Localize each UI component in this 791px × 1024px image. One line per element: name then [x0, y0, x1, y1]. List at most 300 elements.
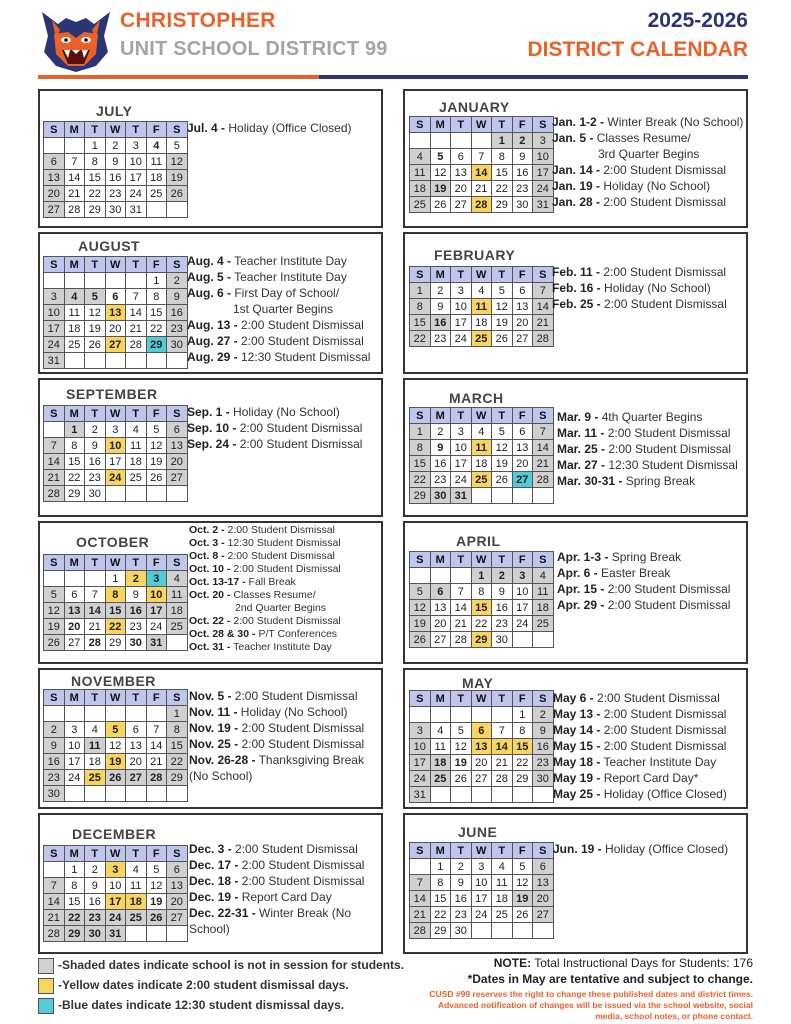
day-cell-19: 19: [167, 170, 188, 186]
event-description: 2:00 Student Dismissal: [600, 195, 727, 209]
day-cell-6: 6: [533, 859, 554, 875]
event-date: Nov. 19 -: [189, 721, 239, 735]
day-cell-17: 17: [146, 603, 167, 619]
week-row: [44, 202, 188, 218]
event-item: [189, 768, 364, 784]
week-row: [410, 488, 554, 504]
event-date: Sep. 1 -: [187, 405, 230, 419]
day-cell-16: 16: [512, 165, 533, 181]
empty-cell: [44, 138, 65, 154]
day-cell-28: 28: [410, 923, 431, 939]
day-cell-20: 20: [451, 181, 472, 197]
week-row: [410, 739, 554, 755]
day-cell-26: 26: [492, 331, 513, 347]
day-cell-15: 15: [430, 891, 451, 907]
day-cell-1: 1: [85, 138, 106, 154]
event-item: [189, 704, 364, 720]
event-description: Holiday (No School): [600, 179, 711, 193]
event-description: Classes Resume/: [230, 589, 316, 601]
day-cell-31: 31: [146, 635, 167, 651]
event-description: 2:00 Student Dismissal: [604, 598, 731, 612]
day-cell-6: 6: [430, 584, 451, 600]
day-cell-9: 9: [512, 149, 533, 165]
empty-cell: [64, 706, 85, 722]
event-description: Teacher Institute Day: [231, 254, 347, 268]
empty-cell: [44, 706, 65, 722]
week-row: [44, 770, 188, 786]
day-cell-4: 4: [146, 138, 167, 154]
week-row: [410, 149, 554, 165]
weekday-wednesday: W: [105, 555, 126, 571]
day-cell-8: 8: [471, 584, 492, 600]
day-cell-3: 3: [533, 133, 554, 149]
weekday-wednesday: W: [471, 117, 492, 133]
event-date: Aug. 5 -: [187, 270, 231, 284]
empty-cell: [471, 923, 492, 939]
event-item: [189, 628, 341, 641]
event-description: (No School): [189, 769, 253, 783]
event-date: May 6 -: [553, 691, 594, 705]
day-cell-12: 12: [410, 600, 431, 616]
day-cell-27: 27: [44, 202, 65, 218]
event-item: [189, 550, 341, 563]
day-cell-18: 18: [492, 891, 513, 907]
day-cell-3: 3: [451, 424, 472, 440]
event-item: [189, 537, 341, 550]
day-cell-1: 1: [64, 422, 85, 438]
day-cell-25: 25: [430, 771, 451, 787]
empty-cell: [44, 571, 65, 587]
month-panel-september: [38, 378, 383, 517]
month-panel-march: [403, 378, 748, 517]
day-cell-2: 2: [167, 273, 188, 289]
day-cell-3: 3: [126, 138, 147, 154]
day-cell-4: 4: [167, 571, 188, 587]
weekday-sunday: S: [44, 122, 65, 138]
month-grid: [409, 266, 554, 347]
month-name: AUGUST: [78, 238, 141, 254]
day-cell-8: 8: [430, 875, 451, 891]
event-item: [552, 130, 743, 146]
event-description: 2:00 Student Dismissal: [605, 442, 732, 456]
day-cell-10: 10: [64, 738, 85, 754]
header: [0, 0, 791, 80]
weekday-sunday: S: [44, 846, 65, 862]
legend-blue: [38, 998, 344, 1014]
day-cell-4: 4: [533, 568, 554, 584]
event-description: 2:00 Student Dismissal: [238, 858, 365, 872]
day-cell-13: 13: [105, 305, 126, 321]
day-cell-25: 25: [410, 197, 431, 213]
day-cell-9: 9: [126, 587, 147, 603]
day-cell-22: 22: [492, 181, 513, 197]
day-cell-4: 4: [85, 722, 106, 738]
weekday-header-row: [410, 117, 554, 133]
week-row: [44, 353, 188, 369]
week-row: [44, 454, 188, 470]
event-date: Feb. 11 -: [552, 265, 601, 279]
day-cell-28: 28: [64, 202, 85, 218]
event-item: [187, 120, 352, 136]
event-date: Aug. 13 -: [187, 318, 238, 332]
day-cell-16: 16: [85, 894, 106, 910]
event-description: Teacher Institute Day: [600, 755, 717, 769]
day-cell-13: 13: [126, 738, 147, 754]
weekday-tuesday: T: [451, 691, 472, 707]
day-cell-25: 25: [146, 186, 167, 202]
month-name: NOVEMBER: [71, 673, 156, 689]
empty-cell: [492, 787, 513, 803]
empty-cell: [146, 353, 167, 369]
day-cell-19: 19: [85, 321, 106, 337]
legend-swatch-gray: [38, 958, 54, 974]
weekday-sunday: S: [44, 690, 65, 706]
event-item: [552, 264, 727, 280]
event-date: May 14 -: [553, 723, 601, 737]
day-cell-31: 31: [44, 353, 65, 369]
day-cell-3: 3: [512, 568, 533, 584]
event-description: Report Card Day*: [600, 771, 699, 785]
day-cell-16: 16: [167, 305, 188, 321]
day-cell-24: 24: [451, 331, 472, 347]
day-cell-27: 27: [64, 635, 85, 651]
empty-cell: [167, 635, 188, 651]
empty-cell: [146, 486, 167, 502]
day-cell-24: 24: [533, 181, 554, 197]
event-date: May 18 -: [553, 755, 601, 769]
event-description: 2:00 Student Dismissal: [236, 421, 363, 435]
weekday-wednesday: W: [105, 846, 126, 862]
day-cell-30: 30: [533, 771, 554, 787]
event-item: [187, 420, 362, 436]
weekday-header-row: [44, 846, 188, 862]
event-description: Classes Resume/: [593, 131, 691, 145]
event-description: 2:00 Student Dismissal: [231, 689, 358, 703]
day-cell-16: 16: [105, 170, 126, 186]
event-description: 2:00 Student Dismissal: [600, 723, 727, 737]
day-cell-9: 9: [430, 440, 451, 456]
empty-cell: [410, 707, 431, 723]
event-item: [557, 581, 730, 597]
week-row: [44, 571, 188, 587]
weekday-saturday: S: [167, 555, 188, 571]
bearcat-logo-icon: [38, 8, 114, 74]
day-cell-6: 6: [64, 587, 85, 603]
week-row: [410, 632, 554, 648]
legend-text: -Shaded dates indicate school is not in session for students.: [58, 958, 405, 973]
weekday-saturday: S: [167, 846, 188, 862]
day-cell-24: 24: [146, 619, 167, 635]
day-cell-15: 15: [410, 315, 431, 331]
day-cell-21: 21: [85, 619, 106, 635]
day-cell-18: 18: [167, 603, 188, 619]
weekday-friday: F: [146, 555, 167, 571]
day-cell-6: 6: [512, 424, 533, 440]
event-description: Easter Break: [597, 566, 671, 580]
event-description: Holiday (Office Closed): [600, 787, 727, 801]
day-cell-22: 22: [410, 331, 431, 347]
event-date: Aug. 29 -: [187, 350, 238, 364]
month-grid: [43, 256, 188, 369]
week-row: [410, 891, 554, 907]
weekday-saturday: S: [533, 267, 554, 283]
day-cell-19: 19: [146, 894, 167, 910]
event-date: Sep. 10 -: [187, 421, 237, 435]
day-cell-9: 9: [44, 738, 65, 754]
day-cell-1: 1: [410, 283, 431, 299]
event-item: [552, 280, 727, 296]
month-name: JULY: [96, 103, 133, 119]
event-item: [189, 563, 341, 576]
week-row: [410, 907, 554, 923]
week-row: [410, 600, 554, 616]
month-panel-august: [38, 232, 383, 374]
week-row: [44, 926, 188, 942]
event-item: [189, 921, 364, 937]
event-description: 2:00 Student Dismissal: [600, 297, 727, 311]
day-cell-27: 27: [451, 197, 472, 213]
weekday-saturday: S: [533, 843, 554, 859]
week-row: [44, 273, 188, 289]
school-year: 2025-2026: [647, 9, 748, 32]
weekday-saturday: S: [167, 690, 188, 706]
day-cell-23: 23: [451, 907, 472, 923]
empty-cell: [471, 707, 492, 723]
event-item: [187, 269, 370, 285]
event-item: [189, 905, 364, 921]
day-cell-20: 20: [167, 454, 188, 470]
event-date: Aug. 4 -: [187, 254, 231, 268]
weekday-monday: M: [430, 408, 451, 424]
day-cell-9: 9: [167, 289, 188, 305]
day-cell-14: 14: [44, 894, 65, 910]
event-date: May 15 -: [553, 739, 601, 753]
empty-cell: [126, 486, 147, 502]
event-item: [189, 576, 341, 589]
week-row: [44, 170, 188, 186]
weekday-sunday: S: [410, 267, 431, 283]
event-date: Oct. 28 & 30 -: [189, 628, 256, 640]
event-item: [187, 404, 362, 420]
event-item: [553, 722, 727, 738]
empty-cell: [105, 353, 126, 369]
week-row: [410, 616, 554, 632]
day-cell-6: 6: [451, 149, 472, 165]
day-cell-22: 22: [471, 616, 492, 632]
event-item: [189, 720, 364, 736]
day-cell-4: 4: [126, 862, 147, 878]
weekday-sunday: S: [410, 843, 431, 859]
week-row: [44, 186, 188, 202]
week-row: [410, 424, 554, 440]
day-cell-12: 12: [44, 603, 65, 619]
day-cell-10: 10: [105, 878, 126, 894]
day-cell-14: 14: [44, 454, 65, 470]
day-cell-17: 17: [451, 456, 472, 472]
day-cell-17: 17: [126, 170, 147, 186]
weekday-saturday: S: [167, 406, 188, 422]
calendar-title: DISTRICT CALENDAR: [527, 38, 748, 61]
month-grid: [43, 121, 188, 218]
day-cell-31: 31: [533, 197, 554, 213]
weekday-monday: M: [64, 122, 85, 138]
header-divider-navy: [319, 75, 748, 79]
weekday-header-row: [44, 555, 188, 571]
month-name: OCTOBER: [76, 534, 150, 550]
week-row: [44, 894, 188, 910]
week-row: [410, 181, 554, 197]
event-description: 2:00 Student Dismissal: [238, 874, 365, 888]
event-list: [189, 524, 341, 654]
event-date: Jan. 1-2 -: [552, 115, 605, 129]
event-description: 2:00 Student Dismissal: [238, 737, 365, 751]
day-cell-29: 29: [64, 926, 85, 942]
event-item: [189, 688, 364, 704]
day-cell-18: 18: [64, 321, 85, 337]
day-cell-4: 4: [430, 723, 451, 739]
day-cell-22: 22: [85, 186, 106, 202]
day-cell-17: 17: [410, 755, 431, 771]
week-row: [44, 619, 188, 635]
day-cell-8: 8: [146, 289, 167, 305]
day-cell-26: 26: [44, 635, 65, 651]
day-cell-17: 17: [105, 454, 126, 470]
day-cell-29: 29: [410, 488, 431, 504]
day-cell-10: 10: [512, 584, 533, 600]
day-cell-22: 22: [64, 470, 85, 486]
event-date: Apr. 29 -: [557, 598, 605, 612]
day-cell-5: 5: [492, 283, 513, 299]
day-cell-7: 7: [410, 875, 431, 891]
empty-cell: [533, 488, 554, 504]
day-cell-17: 17: [105, 894, 126, 910]
event-list: [187, 253, 370, 365]
month-panel-january: [403, 89, 748, 228]
event-list: [187, 404, 362, 452]
day-cell-20: 20: [44, 186, 65, 202]
empty-cell: [85, 353, 106, 369]
weekday-friday: F: [512, 691, 533, 707]
event-description: 2:00 Student Dismissal: [224, 524, 335, 536]
empty-cell: [85, 571, 106, 587]
instructional-days-note: NOTE: Total Instructional Days for Students: 176: [493, 956, 753, 970]
day-cell-20: 20: [105, 321, 126, 337]
weekday-saturday: S: [167, 122, 188, 138]
day-cell-10: 10: [126, 154, 147, 170]
day-cell-16: 16: [430, 315, 451, 331]
event-date: Oct. 22 -: [189, 615, 231, 627]
day-cell-25: 25: [85, 770, 106, 786]
empty-cell: [167, 486, 188, 502]
day-cell-17: 17: [533, 165, 554, 181]
event-date: Feb. 16 -: [552, 281, 601, 295]
day-cell-2: 2: [105, 138, 126, 154]
weekday-friday: F: [146, 257, 167, 273]
day-cell-11: 11: [533, 584, 554, 600]
day-cell-7: 7: [64, 154, 85, 170]
day-cell-11: 11: [126, 878, 147, 894]
day-cell-5: 5: [492, 424, 513, 440]
day-cell-29: 29: [105, 635, 126, 651]
day-cell-3: 3: [471, 859, 492, 875]
weekday-saturday: S: [533, 691, 554, 707]
day-cell-9: 9: [85, 878, 106, 894]
weekday-thursday: T: [126, 406, 147, 422]
event-description: 2:00 Student Dismissal: [593, 691, 720, 705]
event-description: Fall Break: [245, 576, 296, 588]
day-cell-4: 4: [471, 283, 492, 299]
day-cell-3: 3: [451, 283, 472, 299]
day-cell-27: 27: [167, 910, 188, 926]
event-date: Oct. 31 -: [189, 641, 231, 653]
legend-text: -Blue dates indicate 12:30 student dismissal days.: [58, 998, 345, 1013]
weekday-tuesday: T: [451, 117, 472, 133]
event-description: 3rd Quarter Begins: [598, 147, 700, 161]
day-cell-5: 5: [85, 289, 106, 305]
event-description: Holiday (No School): [237, 705, 348, 719]
event-date: Apr. 6 -: [557, 566, 598, 580]
header-divider-orange: [38, 75, 319, 79]
day-cell-4: 4: [64, 289, 85, 305]
event-description: Spring Break: [622, 474, 696, 488]
weekday-tuesday: T: [85, 122, 106, 138]
day-cell-25: 25: [471, 472, 492, 488]
empty-cell: [146, 202, 167, 218]
weekday-friday: F: [146, 846, 167, 862]
event-date: Oct. 3 -: [189, 537, 225, 549]
empty-cell: [512, 923, 533, 939]
day-cell-7: 7: [533, 283, 554, 299]
day-cell-16: 16: [430, 456, 451, 472]
empty-cell: [492, 707, 513, 723]
day-cell-28: 28: [492, 771, 513, 787]
event-description: Winter Break (No School): [604, 115, 744, 129]
empty-cell: [44, 273, 65, 289]
day-cell-5: 5: [105, 722, 126, 738]
weekday-monday: M: [430, 843, 451, 859]
day-cell-19: 19: [410, 616, 431, 632]
day-cell-31: 31: [126, 202, 147, 218]
day-cell-13: 13: [451, 165, 472, 181]
weekday-wednesday: W: [471, 267, 492, 283]
legend-swatch-blue: [38, 998, 54, 1014]
event-description: 12:30 Student Dismissal: [605, 458, 738, 472]
empty-cell: [85, 786, 106, 802]
event-description: 2:00 Student Dismissal: [604, 426, 731, 440]
day-cell-27: 27: [105, 337, 126, 353]
weekday-sunday: S: [410, 691, 431, 707]
event-item: [189, 589, 341, 602]
event-date: Aug. 6 -: [187, 286, 231, 300]
weekday-monday: M: [430, 117, 451, 133]
day-cell-15: 15: [410, 456, 431, 472]
day-cell-17: 17: [44, 321, 65, 337]
day-cell-23: 23: [430, 472, 451, 488]
legend-shaded: [38, 958, 404, 974]
empty-cell: [126, 353, 147, 369]
event-item: [557, 441, 738, 457]
event-date: Oct. 20 -: [189, 589, 231, 601]
event-date: Dec. 22-31 -: [189, 906, 256, 920]
empty-cell: [492, 488, 513, 504]
week-row: [410, 299, 554, 315]
day-cell-28: 28: [533, 472, 554, 488]
day-cell-21: 21: [451, 616, 472, 632]
day-cell-12: 12: [451, 739, 472, 755]
week-row: [410, 787, 554, 803]
week-row: [44, 337, 188, 353]
week-row: [44, 587, 188, 603]
